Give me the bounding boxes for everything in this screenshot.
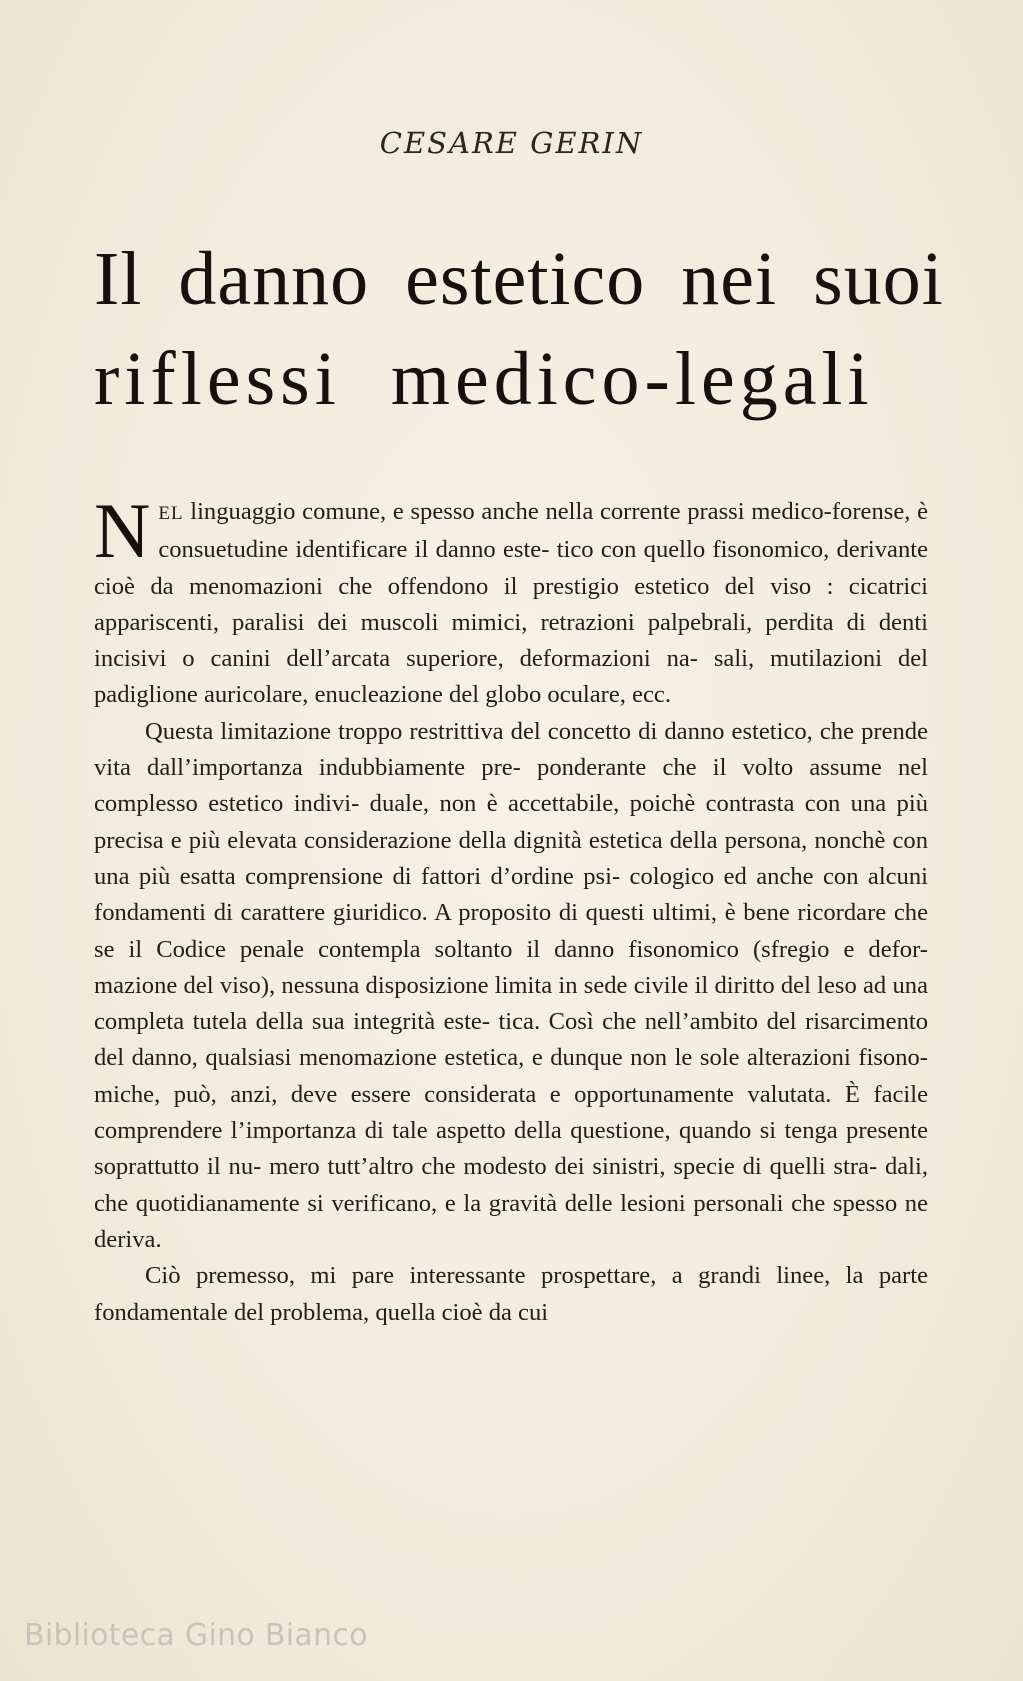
lead-small-caps: EL xyxy=(158,503,184,524)
drop-cap: N xyxy=(94,487,151,574)
author-name: CESARE GERIN xyxy=(379,126,644,160)
library-watermark: Biblioteca Gino Bianco xyxy=(24,1618,368,1653)
paragraph-2: Questa limitazione troppo restrittiva del concetto di danno estetico, che prende vita dall’importanza indubbiamente pre- ponderante che il volto assume nel complesso estetico indivi- duale, non è accettabile, poichè contrasta con una più precisa e più elevata considerazione della dignità estetica della persona, nonchè con una più esatta comprensione di fattori d’ordine psi- cologico ed anche con alcuni fondamenti di carattere giuridico. A proposito di questi ultimi, è bene ricordare che se il Codice penale contempla soltanto il danno fisonomico (sfregio e defor- mazione del viso), nessuna disposizione limita in sede civile il diritto del leso ad una completa tutela della sua integrità este- tica. Così che nell’ambito del risarcimento del danno, qualsiasi menomazione estetica, e dunque non le sole alterazioni fisono- miche, può, anzi, deve essere considerata e opportunamente valutata. È facile comprendere l’importanza di tale aspetto della questione, quando si tenga presente soprattutto il nu- mero tutt’altro che modesto dei sinistri, specie di quelli stra- dali, che quotidianamente si verificano, e la gravità delle lesioni personali che spesso ne deriva. xyxy=(94,717,928,1253)
paragraph-1 xyxy=(94,487,928,714)
paragraph-3: Ciò premesso, mi pare interessante prospettare, a grandi linee, la parte fondamentale del problema, quella cioè da cui xyxy=(94,1262,928,1326)
article-title-line-2: riflessi medico-legali xyxy=(94,337,874,421)
article-title-line-1: Il danno estetico nei suoi xyxy=(94,237,944,321)
paragraph-1-text: linguaggio comune, e spesso anche nella corrente prassi medico-forense, è consuetudine identificare il danno este- tico con quello fisonomico, derivante cioè da menomazioni che offendono il prestigio estetico del viso : cicatrici appariscenti, paralisi dei muscoli mimici, retrazioni palpebrali, perdita di denti incisivi o canini dell’arcata superiore, deformazioni na- sali, mutilazioni del padiglione auricolare, enucleazione del globo oculare, ecc. xyxy=(94,498,928,709)
article-body xyxy=(94,487,928,1331)
